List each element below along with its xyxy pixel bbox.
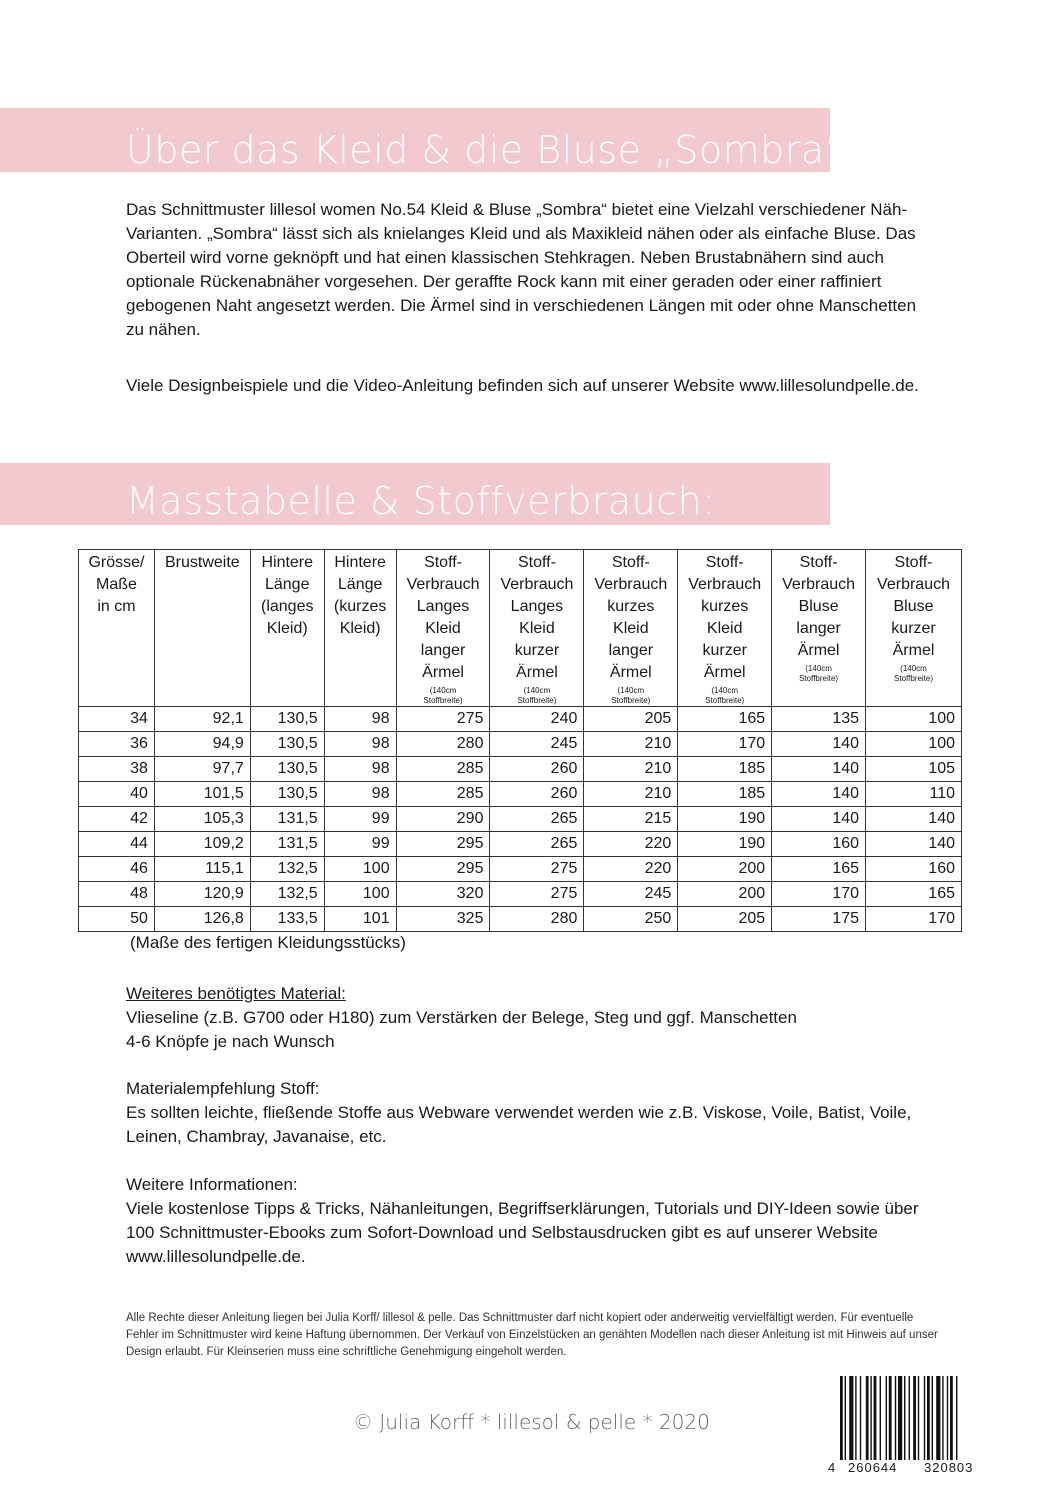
table-cell: 170 xyxy=(678,732,772,757)
table-cell: 140 xyxy=(866,807,962,832)
copyright-footer: © Julia Korff * lillesol & pelle * 2020 xyxy=(353,1410,710,1434)
table-row xyxy=(79,807,962,832)
table-cell: 130,5 xyxy=(250,757,324,782)
table-cell: 210 xyxy=(584,757,678,782)
header-label: Hintere Länge (kurzes Kleid) xyxy=(333,554,387,637)
table-cell: 100 xyxy=(324,857,396,882)
table-cell: 131,5 xyxy=(250,807,324,832)
table-cell: 97,7 xyxy=(154,757,250,782)
table-cell: 220 xyxy=(584,832,678,857)
table-cell: 110 xyxy=(866,782,962,807)
header-note: (140cm Stoffbreite) xyxy=(705,686,745,705)
table-cell: 285 xyxy=(396,757,490,782)
table-cell: 140 xyxy=(866,832,962,857)
table-cell: 100 xyxy=(866,707,962,732)
barcode-digits-right: 320803 xyxy=(924,1460,974,1475)
table-cell: 99 xyxy=(324,832,396,857)
table-cell: 98 xyxy=(324,707,396,732)
header-label: Hintere Länge (langes Kleid) xyxy=(261,554,314,637)
material-heading: Weiteres benötigtes Material: xyxy=(126,984,346,1003)
table-cell: 133,5 xyxy=(250,907,324,932)
table-cell: 160 xyxy=(772,832,866,857)
table-row xyxy=(79,707,962,732)
barcode-digit-first: 4 xyxy=(828,1460,836,1475)
table-cell: 265 xyxy=(490,832,584,857)
table-header-cell xyxy=(772,550,866,707)
header-label: Stoff- Verbrauch Bluse kurzer Ärmel xyxy=(877,554,950,659)
table-cell: 132,5 xyxy=(250,857,324,882)
table-cell: 48 xyxy=(79,882,155,907)
table-cell: 265 xyxy=(490,807,584,832)
table-cell: 245 xyxy=(584,882,678,907)
table-row xyxy=(79,907,962,932)
table-header-cell xyxy=(79,550,155,707)
table-cell: 50 xyxy=(79,907,155,932)
info-section xyxy=(126,1173,946,1269)
table-body xyxy=(79,707,962,932)
table-cell: 130,5 xyxy=(250,707,324,732)
table-row xyxy=(79,782,962,807)
table-cell: 280 xyxy=(396,732,490,757)
table-header-cell xyxy=(396,550,490,707)
material-line: Vlieseline (z.B. G700 oder H180) zum Verstärken der Belege, Steg und ggf. Manschetten xyxy=(126,1008,797,1027)
header-note: (140cm Stoffbreite) xyxy=(423,686,463,705)
table-cell: 325 xyxy=(396,907,490,932)
barcode-icon xyxy=(838,1376,988,1460)
table-cell: 34 xyxy=(79,707,155,732)
table-cell: 100 xyxy=(866,732,962,757)
table-header-cell xyxy=(324,550,396,707)
header-note: (140cm Stoffbreite) xyxy=(894,664,934,683)
table-cell: 100 xyxy=(324,882,396,907)
table-cell: 101,5 xyxy=(154,782,250,807)
header-label: Stoff- Verbrauch Langes Kleid kurzer Ärmel xyxy=(500,554,574,681)
table-header-cell xyxy=(584,550,678,707)
table-cell: 160 xyxy=(866,857,962,882)
table-cell: 320 xyxy=(396,882,490,907)
table-cell: 215 xyxy=(584,807,678,832)
table-header-cell xyxy=(866,550,962,707)
table-cell: 140 xyxy=(772,757,866,782)
table-cell: 135 xyxy=(772,707,866,732)
table-cell: 205 xyxy=(584,707,678,732)
table-cell: 109,2 xyxy=(154,832,250,857)
table-cell: 130,5 xyxy=(250,732,324,757)
table-cell: 98 xyxy=(324,757,396,782)
table-cell: 205 xyxy=(678,907,772,932)
table-cell: 275 xyxy=(490,882,584,907)
table-cell: 92,1 xyxy=(154,707,250,732)
legal-notice: Alle Rechte dieser Anleitung liegen bei Julia Korff/ lillesol & pelle. Das Schnittmuster darf nicht kopiert oder anderweitig vervielfältigt werden. Für eventuelle Fehler im Schnittmuster wird keine Haftung übernommen. Der Verkauf von Einzelstücken an genähten Modellen nach dieser Anleitung ist mit Hinweis auf unser Design erlaubt. Für Kleinserien muss eine schriftliche Genehmigung eingeholt werden. xyxy=(126,1312,938,1358)
table-cell: 101 xyxy=(324,907,396,932)
table-cell: 175 xyxy=(772,907,866,932)
table-cell: 40 xyxy=(79,782,155,807)
table-cell: 140 xyxy=(772,732,866,757)
table-header-cell xyxy=(250,550,324,707)
table-row xyxy=(79,857,962,882)
table-cell: 36 xyxy=(79,732,155,757)
table-cell: 295 xyxy=(396,857,490,882)
table-cell: 42 xyxy=(79,807,155,832)
table-cell: 38 xyxy=(79,757,155,782)
table-row xyxy=(79,757,962,782)
material-section xyxy=(126,982,946,1054)
table-cell: 210 xyxy=(584,732,678,757)
table-cell: 165 xyxy=(772,857,866,882)
table-header-cell xyxy=(678,550,772,707)
table-cell: 132,5 xyxy=(250,882,324,907)
table-cell: 170 xyxy=(772,882,866,907)
header-label: Stoff- Verbrauch kurzes Kleid kurzer Ärmel xyxy=(688,554,762,681)
header-label: Grösse/ Maße in cm xyxy=(88,554,145,615)
table-cell: 140 xyxy=(772,782,866,807)
table-cell: 240 xyxy=(490,707,584,732)
table-cell: 94,9 xyxy=(154,732,250,757)
table-cell: 275 xyxy=(490,857,584,882)
table-header-cell xyxy=(154,550,250,707)
table-cell: 185 xyxy=(678,757,772,782)
table-cell: 220 xyxy=(584,857,678,882)
table-cell: 190 xyxy=(678,807,772,832)
size-table xyxy=(78,549,962,932)
table-cell: 185 xyxy=(678,782,772,807)
header-label: Brustweite xyxy=(165,554,240,571)
header-label: Stoff- Verbrauch Bluse langer Ärmel xyxy=(782,554,856,659)
table-cell: 131,5 xyxy=(250,832,324,857)
header-label: Stoff- Verbrauch Langes Kleid langer Ärmel xyxy=(406,554,480,681)
table-cell: 245 xyxy=(490,732,584,757)
table-cell: 250 xyxy=(584,907,678,932)
table-cell: 200 xyxy=(678,882,772,907)
table-cell: 44 xyxy=(79,832,155,857)
table-cell: 170 xyxy=(866,907,962,932)
table-header-cell xyxy=(490,550,584,707)
table-cell: 165 xyxy=(866,882,962,907)
table-cell: 165 xyxy=(678,707,772,732)
material-line: 4-6 Knöpfe je nach Wunsch xyxy=(126,1032,335,1051)
table-cell: 115,1 xyxy=(154,857,250,882)
table-cell: 130,5 xyxy=(250,782,324,807)
table-cell: 99 xyxy=(324,807,396,832)
fabric-section xyxy=(126,1077,946,1149)
table-cell: 285 xyxy=(396,782,490,807)
table-cell: 210 xyxy=(584,782,678,807)
table-row xyxy=(79,882,962,907)
website-paragraph: Viele Designbeispiele und die Video-Anleitung befinden sich auf unserer Website www.lillesolundpelle.de. xyxy=(126,376,919,395)
table-cell: 190 xyxy=(678,832,772,857)
description-paragraph: Das Schnittmuster lillesol women No.54 Kleid & Bluse „Sombra“ bietet eine Vielzahl verschiedener Näh-Varianten. „Sombra“ lässt sich als knielanges Kleid und als Maxikleid nähen oder als einfache Bluse. Das Oberteil wird vorne geknöpft und hat einen klassischen Stehkragen. Neben Brustabnähern sind auch optionale Rückenabnäher vorgesehen. Der geraffte Rock kann mit einer geraden oder einer raffiniert gebogenen Naht angesetzt werden. Die Ärmel sind in verschiedenen Längen mit oder ohne Manschetten zu nähen. xyxy=(126,200,917,339)
table-cell: 140 xyxy=(772,807,866,832)
barcode-digits-left: 260644 xyxy=(848,1460,898,1475)
table-cell: 260 xyxy=(490,782,584,807)
table-cell: 120,9 xyxy=(154,882,250,907)
table-cell: 105 xyxy=(866,757,962,782)
header-label: Stoff- Verbrauch kurzes Kleid langer Ärmel xyxy=(594,554,668,681)
section-title: Über das Kleid & die Bluse „Sombra“: xyxy=(126,128,859,172)
table-cell: 295 xyxy=(396,832,490,857)
header-note: (140cm Stoffbreite) xyxy=(517,686,557,705)
header-note: (140cm Stoffbreite) xyxy=(799,664,839,683)
fabric-heading: Materialempfehlung Stoff: xyxy=(126,1079,320,1098)
table-cell: 200 xyxy=(678,857,772,882)
table-cell: 275 xyxy=(396,707,490,732)
table-cell: 98 xyxy=(324,782,396,807)
table-cell: 280 xyxy=(490,907,584,932)
info-text: Viele kostenlose Tipps & Tricks, Nähanleitungen, Begriffserklärungen, Tutorials und DIY-Ideen sowie über 100 Schnittmuster-Ebooks zum Sofort-Download und Selbstausdrucken gibt es auf unserer Website www.lillesolundpelle.de. xyxy=(126,1199,919,1266)
fabric-text: Es sollten leichte, fließende Stoffe aus Webware verwendet werden wie z.B. Viskose, Voile, Batist, Voile, Leinen, Chambray, Javanaise, etc. xyxy=(126,1103,912,1146)
header-note: (140cm Stoffbreite) xyxy=(611,686,651,705)
table-note: (Maße des fertigen Kleidungsstücks) xyxy=(130,933,406,952)
table-row xyxy=(79,832,962,857)
table-cell: 98 xyxy=(324,732,396,757)
section-title: Masstabelle & Stoffverbrauch: xyxy=(126,479,716,523)
table-header-row xyxy=(79,550,962,707)
table-row xyxy=(79,732,962,757)
table-cell: 260 xyxy=(490,757,584,782)
table-cell: 105,3 xyxy=(154,807,250,832)
table-cell: 46 xyxy=(79,857,155,882)
info-heading: Weitere Informationen: xyxy=(126,1175,298,1194)
table-cell: 290 xyxy=(396,807,490,832)
table-cell: 126,8 xyxy=(154,907,250,932)
